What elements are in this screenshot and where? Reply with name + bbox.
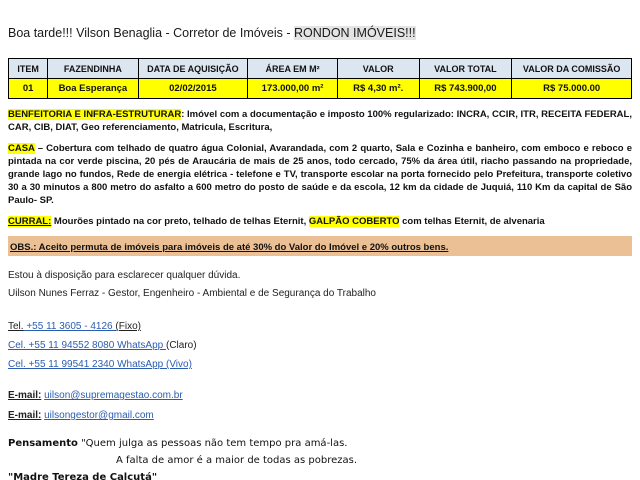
- quote-author: "Madre Tereza de Calcutá": [8, 472, 158, 480]
- benfeitoria-label: BENFEITORIA E INFRA-ESTRUTURAR: [8, 109, 182, 120]
- tel-suffix: (Fixo): [115, 321, 141, 332]
- cell-valor: R$ 4,30 m².: [337, 79, 419, 99]
- cell-valor-total: R$ 743.900,00: [419, 79, 512, 99]
- email-label-2: E-mail:: [8, 410, 42, 421]
- casa-text: – Cobertura com telhado de quatro água Colonial, Avarandada, com 2 quarto, Sala e Cozinha e banheiro, com emboco e reboco e pintada na cor verde piscina, 20 pés de Araucária de mais de 25 anos, todo cercado, 75% da área útil, riacho passando na propriedade, grande lago no fundos, Rede de energia elétrica - telefone e TV, transporte escolar na porta fornecido pelo Prefeitura, transporte coletivo 30 a 30 minutos a 800 metro do asfalto a 600 metro do posto de saúde e da escola, 12 km da cidade de Juquiá, 110 Km da capital de São Paulo- SP.: [8, 143, 632, 206]
- email-label-1: E-mail:: [8, 390, 42, 401]
- phone-line-claro: [8, 340, 632, 351]
- email-line-2: [8, 410, 632, 421]
- quote-block: [8, 435, 632, 480]
- greeting-text: Boa tarde!!! Vilson Benaglia - Corretor de Imóveis -: [8, 26, 295, 40]
- quote-text-1: "Quem julga as pessoas não tem tempo pra amá-las.: [77, 438, 348, 449]
- curral-text-2: com telhas Eternit, de alvenaria: [399, 216, 545, 227]
- cell-fazendinha: Boa Esperança: [48, 79, 138, 99]
- cel-claro-suffix: (Claro): [165, 340, 197, 351]
- cell-area: 173.000,00 m²: [248, 79, 338, 99]
- col-header-area: ÁREA EM M²: [248, 59, 338, 79]
- table-row: [9, 79, 632, 99]
- cel-vivo-link[interactable]: Cel. +55 11 99541 2340 WhatsApp (Vivo): [8, 359, 192, 370]
- benfeitoria-paragraph: [8, 108, 632, 134]
- obs-text: OBS.: Aceito permuta de imóveis para imóveis de até 30% do Valor do Imóvel e 20% outros bens.: [10, 242, 449, 253]
- phone-line-fixo: [8, 321, 632, 332]
- benfeitoria-text: : Imóvel com a documentação e imposto 100% regularizado: INCRA, CCIR, ITR, RECEITA FEDERAL, CAR, CIB, DIAT, Geo referenciamento, Matricula, Escritura,: [8, 109, 632, 133]
- cell-item: 01: [9, 79, 48, 99]
- quote-line-2: A falta de amor é a maior de todas as pobrezas.: [116, 455, 358, 466]
- tel-label: Tel.: [8, 321, 24, 332]
- table-header-row: [9, 59, 632, 79]
- casa-paragraph: [8, 142, 632, 207]
- curral-paragraph: [8, 215, 632, 228]
- cel-claro-link[interactable]: Cel. +55 11 94552 8080 WhatsApp: [8, 340, 166, 351]
- col-header-valor-total: VALOR TOTAL: [419, 59, 512, 79]
- property-table: [8, 58, 632, 99]
- cell-data-aquisicao: 02/02/2015: [138, 79, 248, 99]
- col-header-comissao: VALOR DA COMISSÃO: [512, 59, 632, 79]
- obs-band: [8, 236, 632, 256]
- tel-link[interactable]: +55 11 3605 - 4126: [23, 321, 116, 332]
- col-header-fazendinha: FAZENDINHA: [48, 59, 138, 79]
- curral-label: CURRAL:: [8, 216, 52, 227]
- email-line-1: [8, 390, 632, 401]
- quote-line-1: [8, 435, 632, 452]
- greeting-line: [8, 26, 632, 40]
- phone-line-vivo: [8, 359, 632, 370]
- quote-label: Pensamento: [8, 438, 78, 449]
- signature-line: Uilson Nunes Ferraz - Gestor, Engenheiro - Ambiental e de Segurança do Trabalho: [8, 288, 376, 299]
- email-link-2[interactable]: uilsongestor@gmail.com: [44, 410, 154, 421]
- greeting-highlight: RONDON IMÓVEIS!!!: [294, 26, 416, 40]
- col-header-data-aquisicao: DATA DE AQUISIÇÃO: [138, 59, 248, 79]
- curral-highlight: GALPÃO COBERTO: [308, 216, 400, 227]
- availability-line: Estou à disposição para esclarecer qualquer dúvida.: [8, 270, 241, 281]
- email-link-1[interactable]: uilson@supremagestao.com.br: [44, 390, 183, 401]
- cell-comissao: R$ 75.000.00: [512, 79, 632, 99]
- casa-label: CASA: [8, 143, 35, 154]
- col-header-valor: VALOR: [337, 59, 419, 79]
- col-header-item: ITEM: [9, 59, 48, 79]
- curral-text-1: Mourões pintado na cor preto, telhado de telhas Eternit,: [51, 216, 309, 227]
